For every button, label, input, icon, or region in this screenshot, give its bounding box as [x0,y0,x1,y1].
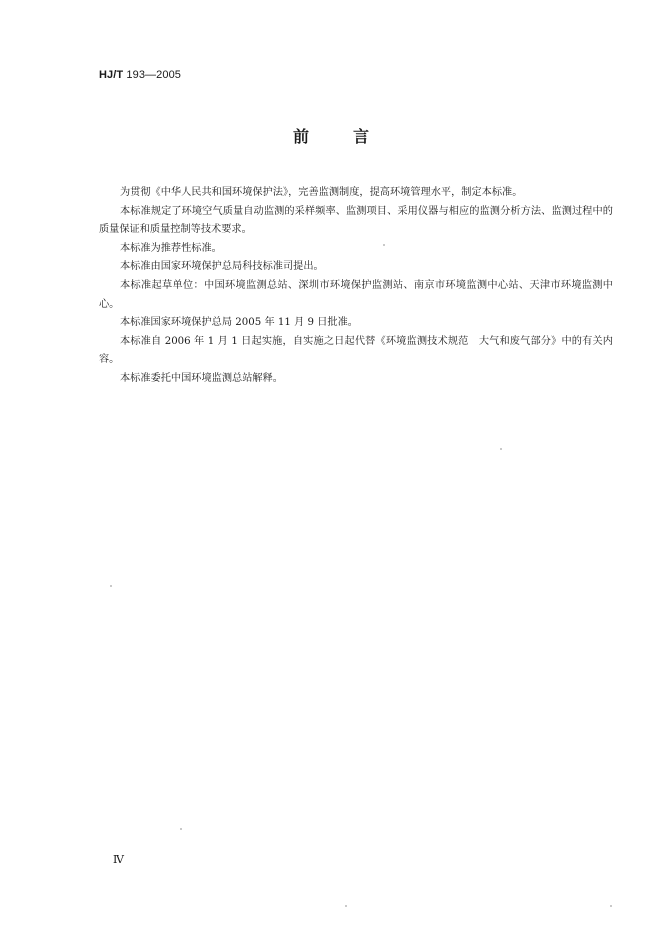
paragraph-interpretation: 本标准委托中国环境监测总站解释。 [120,372,283,384]
page-number: Ⅳ [113,853,124,866]
foreword-body [99,184,613,389]
paragraph-scope: 本标准规定了环境空气质量自动监测的采样频率、监测项目、采用仪器与相应的监测分析方法、监测过程中的质量保证和质量控制等技术要求。 [99,205,613,236]
scan-speck [610,905,612,907]
scan-speck [383,244,385,246]
scan-speck [345,905,347,907]
paragraph-approval: 本标准国家环境保护总局 2005 年 11 月 9 日批准。 [120,317,358,329]
paragraph-purpose: 为贯彻《中华人民共和国环境保护法》，完善监测制度，提高环境管理水平，制定本标准。 [120,187,523,198]
paragraph-drafters: 本标准起草单位：中国环境监测总站、深圳市环境保护监测站、南京市环境监测中心站、天津市环境监测中心。 [99,279,613,310]
paragraph-proposer: 本标准由国家环境保护总局科技标准司提出。 [120,261,324,273]
page-title: 前言 [292,127,413,146]
scan-speck [180,828,182,830]
paragraph-recommended: 本标准为推荐性标准。 [120,242,222,254]
standard-code [99,69,181,81]
scan-speck [500,448,502,450]
scan-speck [110,585,112,587]
standard-code-number: 193—2005 [126,69,182,81]
paragraph-effective-date: 本标准自 2006 年 1 月 1 日起实施，自实施之日起代替《环境监测技术规范 大气和废气部分》中的有关内容。 [99,335,613,366]
standard-code-prefix: HJ/T [99,69,124,81]
